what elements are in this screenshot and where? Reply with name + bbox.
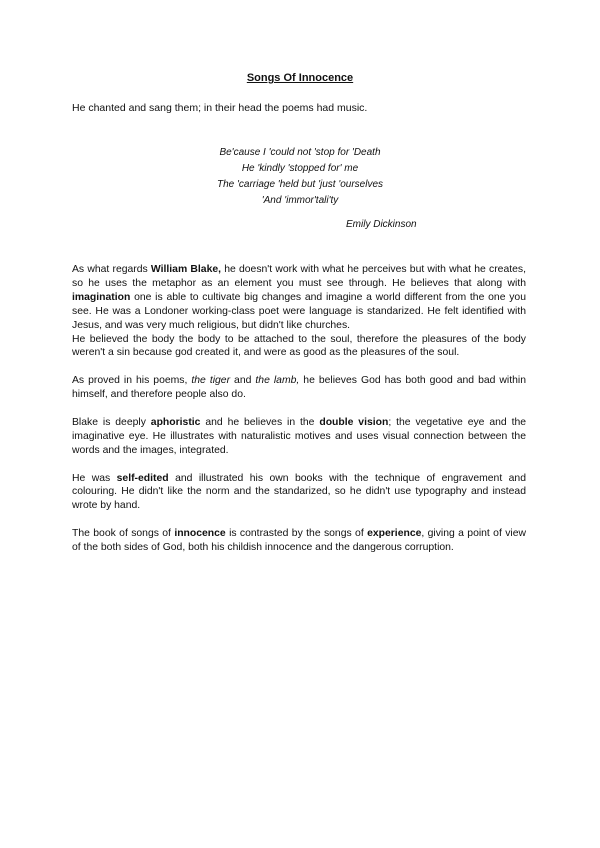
italic-title-the-tiger: the tiger [191, 375, 231, 387]
bold-term-innocence: innocence [174, 528, 226, 540]
paragraph-self-edited [72, 472, 526, 514]
poem-line: 'And 'immor'tali'ty [261, 195, 339, 206]
text-run: As what regards [72, 264, 151, 275]
poem-line: Be'cause I 'could not 'stop for 'Death [219, 147, 381, 158]
text-run: He was [72, 472, 117, 484]
text-run: The book of songs of [72, 528, 175, 540]
paragraph-tiger-lamb [72, 374, 526, 402]
poem-quote [150, 145, 450, 209]
paragraph-blake-intro [72, 263, 526, 333]
bold-term-experience: experience [367, 528, 422, 540]
paragraph-body-soul: He believed the body the body to be attached to the soul, therefore the pleasures of the body weren't a sin because god created it, and were as good as the pleasures of the soul. [72, 333, 526, 359]
text-run: he believes God has both good and bad within himself, and therefore people also do. [72, 375, 526, 401]
page-title: Songs Of Innocence [246, 72, 354, 84]
paragraph-double-vision [72, 416, 526, 458]
body-text [72, 263, 526, 569]
text-run: is contrasted by the songs of [225, 528, 368, 540]
bold-term-william-blake: William Blake, [150, 264, 222, 275]
bold-term-imagination: imagination [72, 291, 131, 303]
text-run: ; the vegetative eye and the imaginative eye. He illustrates with naturalistic motives and uses visual connection between the words and the images, integrated. [72, 416, 527, 456]
bold-term-aphoristic: aphoristic [150, 416, 201, 428]
text-run: one is able to cultivate big changes and imagine a world different from the one you see. He was a Londoner working-class poet were language is standarized. He felt identified with Jesus, and was very much religious, but didn't like churches. [72, 291, 526, 331]
paragraph-innocence-experience [72, 527, 526, 555]
text-run: , giving a point of view of the both sides of God, both his childish innocence and the dangerous corruption. [72, 528, 526, 554]
intro-sentence: He chanted and sang them; in their head the poems had music. [72, 102, 368, 114]
poem-line: He 'kindly 'stopped for' me [241, 163, 359, 174]
text-run: As proved in his poems, [72, 375, 192, 387]
bold-term-self-edited: self-edited [116, 472, 169, 484]
bold-term-double-vision: double vision [319, 416, 389, 428]
text-run: and illustrated his own books with the technique of engravement and colouring. He didn't like the norm and the standarized, so he didn't use typography and instead wrote by hand. [72, 472, 526, 512]
text-run: Blake is deeply [72, 416, 151, 428]
text-run: and he believes in the [200, 416, 320, 428]
poem-author: Emily Dickinson [346, 219, 417, 230]
text-run: and [230, 375, 256, 387]
poem-line: The 'carriage 'held but 'just 'ourselves [216, 179, 384, 190]
text-run: he doesn't work with what he perceives but with what he creates, so he uses the metaphor as an element you must see through. He believes that along with [72, 264, 526, 289]
italic-title-the-lamb: the lamb, [255, 375, 300, 387]
